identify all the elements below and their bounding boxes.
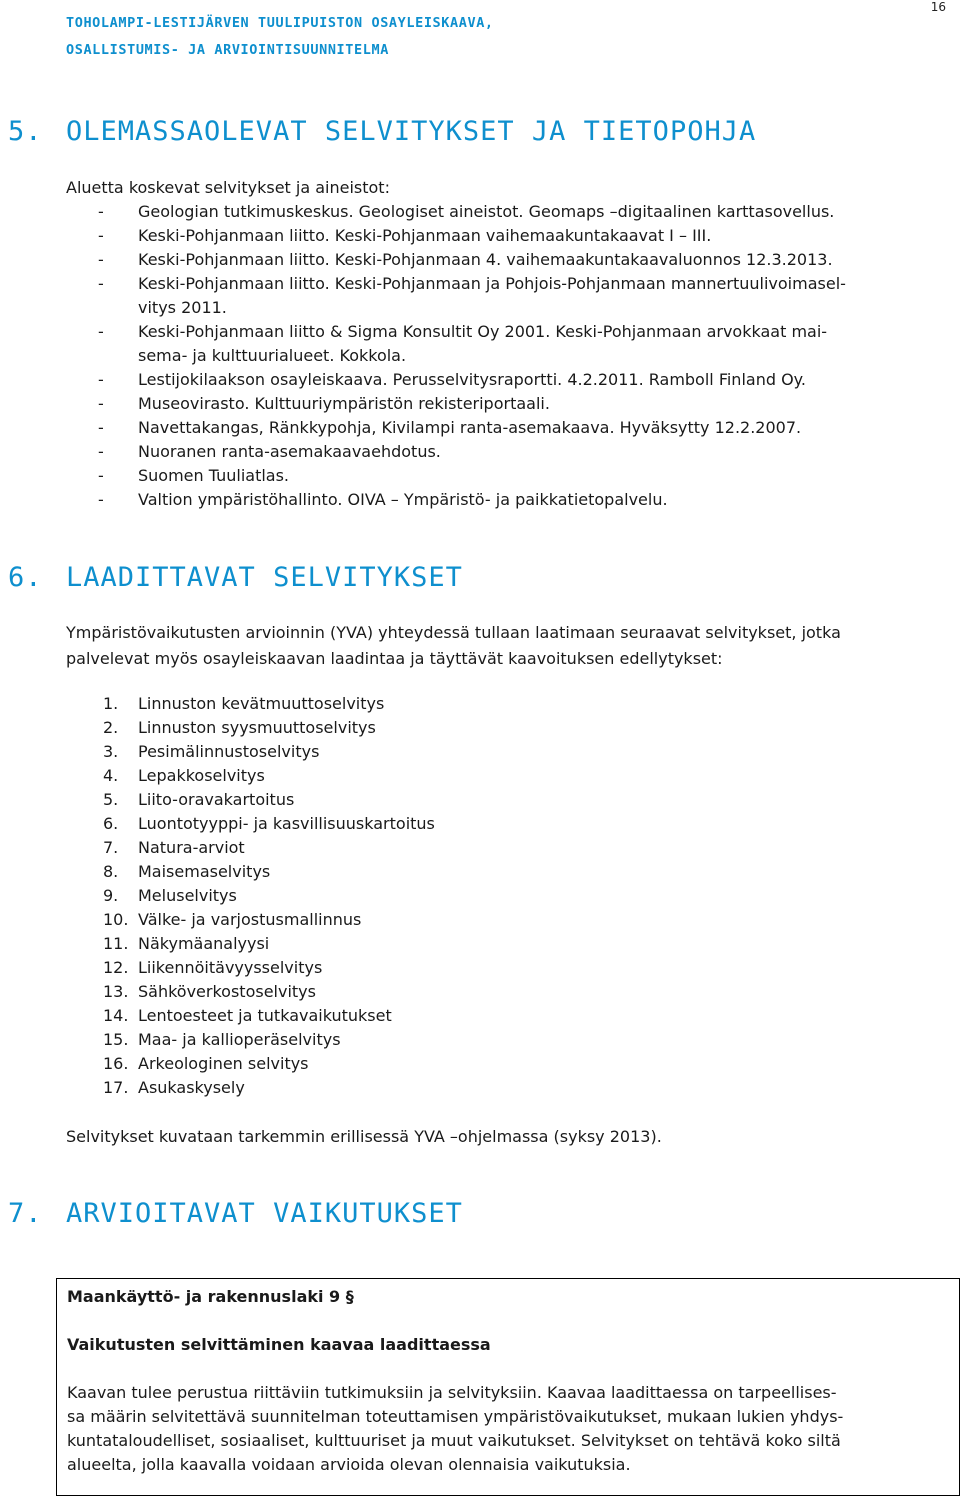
section-6-intro xyxy=(66,620,940,672)
list-item xyxy=(66,224,940,248)
item-number: 2. xyxy=(103,718,119,737)
item-number: 3. xyxy=(103,742,119,761)
list-item xyxy=(66,392,940,416)
list-dash: - xyxy=(98,322,104,341)
numbered-list-item xyxy=(66,716,940,740)
numbered-list-item xyxy=(66,908,940,932)
section-6-intro-line-2: palvelevat myös osayleiskaavan laadintaa ja täyttävät kaavoituksen edellytykset: xyxy=(66,649,723,668)
numbered-list-item xyxy=(66,764,940,788)
document-header xyxy=(66,10,494,64)
item-number: 16. xyxy=(103,1054,129,1073)
header-line-2: OSALLISTUMIS- JA ARVIOINTISUUNNITELMA xyxy=(66,42,389,58)
numbered-list-item xyxy=(66,812,940,836)
list-item xyxy=(66,320,940,344)
item-number: 17. xyxy=(103,1078,129,1097)
section-7-heading xyxy=(8,1198,463,1229)
numbered-list-item xyxy=(66,1052,940,1076)
list-item-text: Keski-Pohjanmaan liitto. Keski-Pohjanmaan 4. vaihemaakuntakaavaluonnos 12.3.2013. xyxy=(138,250,833,269)
law-title: Maankäyttö- ja rakennuslaki 9 § xyxy=(67,1287,354,1306)
list-item-text: Lestijokilaakson osayleiskaava. Perusselvitysraportti. 4.2.2011. Ramboll Finland Oy. xyxy=(138,370,806,389)
item-text: Meluselvitys xyxy=(138,886,237,905)
list-item xyxy=(66,440,940,464)
item-number: 1. xyxy=(103,694,119,713)
item-number: 12. xyxy=(103,958,129,977)
list-dash: - xyxy=(98,442,104,461)
list-dash: - xyxy=(98,466,104,485)
list-item xyxy=(66,248,940,272)
section-6-intro-line-1: Ympäristövaikutusten arvioinnin (YVA) yhteydessä tullaan laatimaan seuraavat selvitykset, jotka xyxy=(66,623,841,642)
law-text-line-1: Kaavan tulee perustua riittäviin tutkimuksiin ja selvityksiin. Kaavaa laadittaessa on tarpeellises- xyxy=(67,1383,837,1402)
list-dash: - xyxy=(98,418,104,437)
numbered-list-item xyxy=(66,980,940,1004)
item-text: Välke- ja varjostusmallinnus xyxy=(138,910,362,929)
numbered-list-item xyxy=(66,740,940,764)
list-item-text: Keski-Pohjanmaan liitto. Keski-Pohjanmaan vaihemaakuntakaavat I – III. xyxy=(138,226,712,245)
law-text-line-3: kuntataloudelliset, sosiaaliset, kulttuuriset ja muut vaikutukset. Selvitykset on tehtävä koko siltä xyxy=(67,1431,841,1450)
law-quote-box xyxy=(56,1278,960,1496)
numbered-list-item xyxy=(66,1004,940,1028)
item-number: 9. xyxy=(103,886,119,905)
item-number: 8. xyxy=(103,862,119,881)
section-7-title: ARVIOITAVAT VAIKUTUKSET xyxy=(66,1198,463,1229)
section-5-heading xyxy=(8,116,756,147)
numbered-list-item xyxy=(66,836,940,860)
section-6-outro xyxy=(66,1125,940,1149)
law-text-line-2: sa määrin selvitettävä suunnitelman toteuttamisen ympäristövaikutukset, mukaan lukien yhdys- xyxy=(67,1407,844,1426)
list-dash: - xyxy=(98,250,104,269)
section-6-heading xyxy=(8,562,463,593)
list-dash xyxy=(66,344,138,368)
numbered-list-item xyxy=(66,932,940,956)
item-text: Luontotyyppi- ja kasvillisuuskartoitus xyxy=(138,814,435,833)
list-dash xyxy=(66,296,138,320)
list-item-text: Suomen Tuuliatlas. xyxy=(138,466,290,485)
list-item-text: Geologian tutkimuskeskus. Geologiset aineistot. Geomaps –digitaalinen karttasovellus. xyxy=(138,202,835,221)
section-5-body xyxy=(66,176,940,512)
list-dash: - xyxy=(98,202,104,221)
list-item-text: Valtion ympäristöhallinto. OIVA – Ympäristö- ja paikkatietopalvelu. xyxy=(138,490,668,509)
list-item xyxy=(66,488,940,512)
item-number: 11. xyxy=(103,934,129,953)
item-text: Natura-arviot xyxy=(138,838,245,857)
item-text: Näkymäanalyysi xyxy=(138,934,270,953)
list-item xyxy=(66,200,940,224)
item-text: Pesimälinnustoselvitys xyxy=(138,742,320,761)
list-item-text: Museovirasto. Kulttuuriympäristön rekisteriportaali. xyxy=(138,394,550,413)
numbered-list-item xyxy=(66,788,940,812)
list-item xyxy=(66,464,940,488)
numbered-list-item xyxy=(66,1028,940,1052)
survey-list xyxy=(66,692,940,1100)
item-text: Lentoesteet ja tutkavaikutukset xyxy=(138,1006,392,1025)
reference-list xyxy=(66,200,940,512)
item-text: Asukaskysely xyxy=(138,1078,245,1097)
item-text: Sähköverkostoselvitys xyxy=(138,982,316,1001)
numbered-list-item xyxy=(66,884,940,908)
list-dash: - xyxy=(98,370,104,389)
list-item xyxy=(66,272,940,296)
list-item-text: Keski-Pohjanmaan liitto & Sigma Konsultit Oy 2001. Keski-Pohjanmaan arvokkaat mai- xyxy=(138,322,828,341)
list-dash: - xyxy=(98,226,104,245)
item-number: 13. xyxy=(103,982,129,1001)
list-item-text: vitys 2011. xyxy=(138,298,227,317)
item-number: 14. xyxy=(103,1006,129,1025)
item-number: 7. xyxy=(103,838,119,857)
list-item xyxy=(66,368,940,392)
item-number: 4. xyxy=(103,766,119,785)
numbered-list-item xyxy=(66,956,940,980)
item-text: Maa- ja kallioperäselvitys xyxy=(138,1030,341,1049)
list-item-text: sema- ja kulttuurialueet. Kokkola. xyxy=(138,346,407,365)
list-item-text: Nuoranen ranta-asemakaavaehdotus. xyxy=(138,442,441,461)
section-6-number: 6. xyxy=(8,562,43,593)
numbered-list-item xyxy=(66,860,940,884)
numbered-list-item xyxy=(66,1076,940,1100)
item-number: 5. xyxy=(103,790,119,809)
list-item-continuation xyxy=(66,296,940,320)
list-item-text: Navettakangas, Ränkkypohja, Kivilampi ranta-asemakaava. Hyväksytty 12.2.2007. xyxy=(138,418,802,437)
item-number: 6. xyxy=(103,814,119,833)
law-subtitle: Vaikutusten selvittäminen kaavaa laadittaessa xyxy=(67,1335,491,1354)
item-text: Linnuston kevätmuuttoselvitys xyxy=(138,694,385,713)
section-5-number: 5. xyxy=(8,116,43,147)
list-dash: - xyxy=(98,394,104,413)
list-dash: - xyxy=(98,274,104,293)
item-text: Liikennöitävyysselvitys xyxy=(138,958,323,977)
item-text: Linnuston syysmuuttoselvitys xyxy=(138,718,376,737)
list-item-text: Keski-Pohjanmaan liitto. Keski-Pohjanmaan ja Pohjois-Pohjanmaan mannertuulivoimasel- xyxy=(138,274,846,293)
law-text-line-4: alueelta, jolla kaavalla voidaan arvioida olevan olennaisia vaikutuksia. xyxy=(67,1455,631,1474)
header-line-1: TOHOLAMPI-LESTIJÄRVEN TUULIPUISTON OSAYLEISKAAVA, xyxy=(66,15,494,31)
section-7-number: 7. xyxy=(8,1198,43,1229)
list-dash: - xyxy=(98,490,104,509)
numbered-list-item xyxy=(66,692,940,716)
item-number: 15. xyxy=(103,1030,129,1049)
item-text: Arkeologinen selvitys xyxy=(138,1054,309,1073)
list-item-continuation xyxy=(66,344,940,368)
item-number: 10. xyxy=(103,910,129,929)
list-item xyxy=(66,416,940,440)
section-6-title: LAADITTAVAT SELVITYKSET xyxy=(66,562,463,593)
item-text: Maisemaselvitys xyxy=(138,862,271,881)
section-5-intro: Aluetta koskevat selvitykset ja aineistot: xyxy=(66,178,390,197)
item-text: Lepakkoselvitys xyxy=(138,766,265,785)
section-5-title: OLEMASSAOLEVAT SELVITYKSET JA TIETOPOHJA xyxy=(66,116,757,147)
page-number: 16 xyxy=(930,0,946,14)
item-text: Liito-oravakartoitus xyxy=(138,790,295,809)
section-6-outro-text: Selvitykset kuvataan tarkemmin erillisessä YVA –ohjelmassa (syksy 2013). xyxy=(66,1127,662,1146)
